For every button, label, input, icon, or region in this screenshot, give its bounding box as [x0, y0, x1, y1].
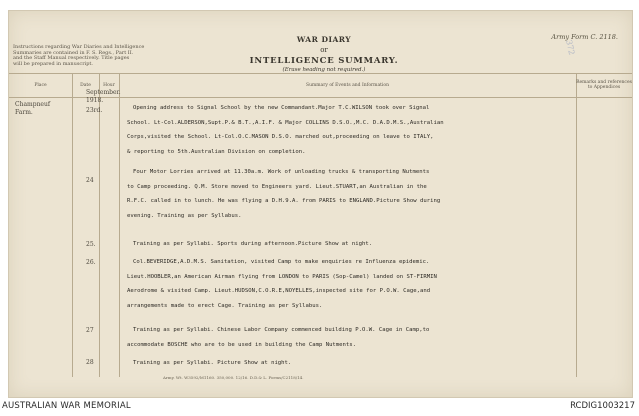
instructions-note	[13, 45, 183, 67]
diary-entry	[127, 255, 575, 313]
entry-line: Lieut.HOOBLER,an American Airman flying from LONDON to PARIS (Sop-Camel) landed on ST-FIRMIN	[127, 273, 437, 280]
entry-line: evening. Training as per Syllabus.	[127, 212, 242, 219]
entry-line: R.F.C. called in to lunch. He was flying a D.H.9.A. from PARIS to ENGLAND.Picture Show during	[127, 198, 441, 205]
month-year-cell	[86, 89, 121, 105]
entry-date: 26.	[86, 259, 96, 266]
printer-imprint: Army. Wt. W3592/M1160. 350,000. 12/16. D.D.& L. Forms/C2118/14.	[163, 375, 304, 380]
entry-line: Training as per Syllabi. Sports during afternoon.Picture Show at night.	[133, 241, 373, 247]
column-divider	[119, 73, 120, 377]
column-divider	[576, 73, 577, 377]
form-number: Army Form C. 2118.	[551, 33, 618, 41]
instructions-line: will be prepared in manuscript.	[13, 60, 94, 67]
title-war-diary: WAR DIARY	[296, 35, 352, 44]
entry-line: Training as per Syllabi. Chinese Labor Company commenced building P.O.W. Cage in Camp,to	[133, 327, 430, 333]
instructions-line: and the Staff Manual respectively. Title pages	[13, 55, 130, 62]
year-label: 1918.	[86, 97, 104, 104]
entry-date: 24	[86, 177, 94, 184]
column-divider	[72, 73, 73, 377]
entry-line: accommodate BOSCHE who are to be used in building the Camp Nutments.	[127, 341, 357, 348]
entry-line: arrangements made to erect Cage. Training as per Syllabus.	[127, 302, 323, 309]
month-label: September.	[86, 89, 121, 96]
title-or: or	[320, 46, 328, 54]
place-cell	[15, 101, 50, 117]
entry-line: Aerodrome & visited Camp. Lieut.HUDSON,C.O.R.E,NOYELLES,inspected site for P.O.W. Cage,and	[127, 288, 431, 295]
header-summary: Summary of Events and Information	[306, 82, 389, 88]
entry-date: 27	[86, 327, 94, 334]
entry-line: Training as per Syllabi. Picture Show at night.	[133, 360, 292, 366]
document-title	[209, 35, 439, 73]
page-stamp: 372	[563, 39, 576, 56]
instructions-line: Summaries are contained in F. S. Regs., Part II.	[13, 49, 134, 56]
column-divider	[99, 73, 100, 377]
diary-page	[8, 10, 633, 398]
header-place: Place	[34, 82, 47, 88]
entry-line: Opening address to Signal School by the new Commandant.Major T.C.WILSON took over Signal	[133, 105, 430, 111]
entry-line: Corps,visited the School. Lt-Col.O.C.MASON D.S.O. marched out,proceeding on leave to ITALY,	[127, 134, 434, 141]
title-intelligence-summary: INTELLIGENCE SUMMARY.	[249, 56, 399, 66]
entry-date: 23rd.	[86, 107, 103, 114]
entry-line: to Camp proceeding. Q.M. Store moved to Engineers yard. Lieut.STUART,an Australian in the	[127, 183, 427, 190]
header-hour: Hour	[103, 82, 115, 88]
place-line: Champneuf	[15, 101, 51, 108]
instructions-line: Instructions regarding War Diaries and Intelligence	[13, 44, 145, 50]
entry-line: & reporting to 5th.Australian Division on completion.	[127, 148, 306, 155]
diary-entry	[127, 165, 575, 223]
place-line: Farm.	[15, 109, 33, 116]
entry-date: 28	[86, 359, 94, 366]
diary-entry	[127, 356, 575, 371]
entry-line: School. Lt-Col.ALDERSON,Supt.P.& B.T.,A.I.F. & Major COLLINS D.S.O.,M.C. D.A.D.M.S.,Australian	[127, 119, 444, 126]
title-note: (Erase heading not required.)	[282, 67, 366, 73]
archive-reference: RCDIG1003217	[570, 401, 635, 411]
entry-line: Col.BEVERIDGE,A.D.M.S. Sanitation, visited Camp to make enquiries re Influenza epidemic.	[133, 259, 430, 265]
diary-entry	[127, 101, 575, 159]
diary-entry	[127, 323, 575, 352]
header-remarks: Remarks and references to Appendices	[576, 80, 632, 90]
entry-date: 25.	[86, 241, 96, 248]
archive-credit: AUSTRALIAN WAR MEMORIAL	[2, 401, 131, 411]
header-date: Date	[80, 82, 91, 88]
diary-entry	[127, 237, 575, 252]
entry-line: Four Motor Lorries arrived at 11.30a.m. Work of unloading trucks & transporting Nutments	[133, 169, 430, 175]
